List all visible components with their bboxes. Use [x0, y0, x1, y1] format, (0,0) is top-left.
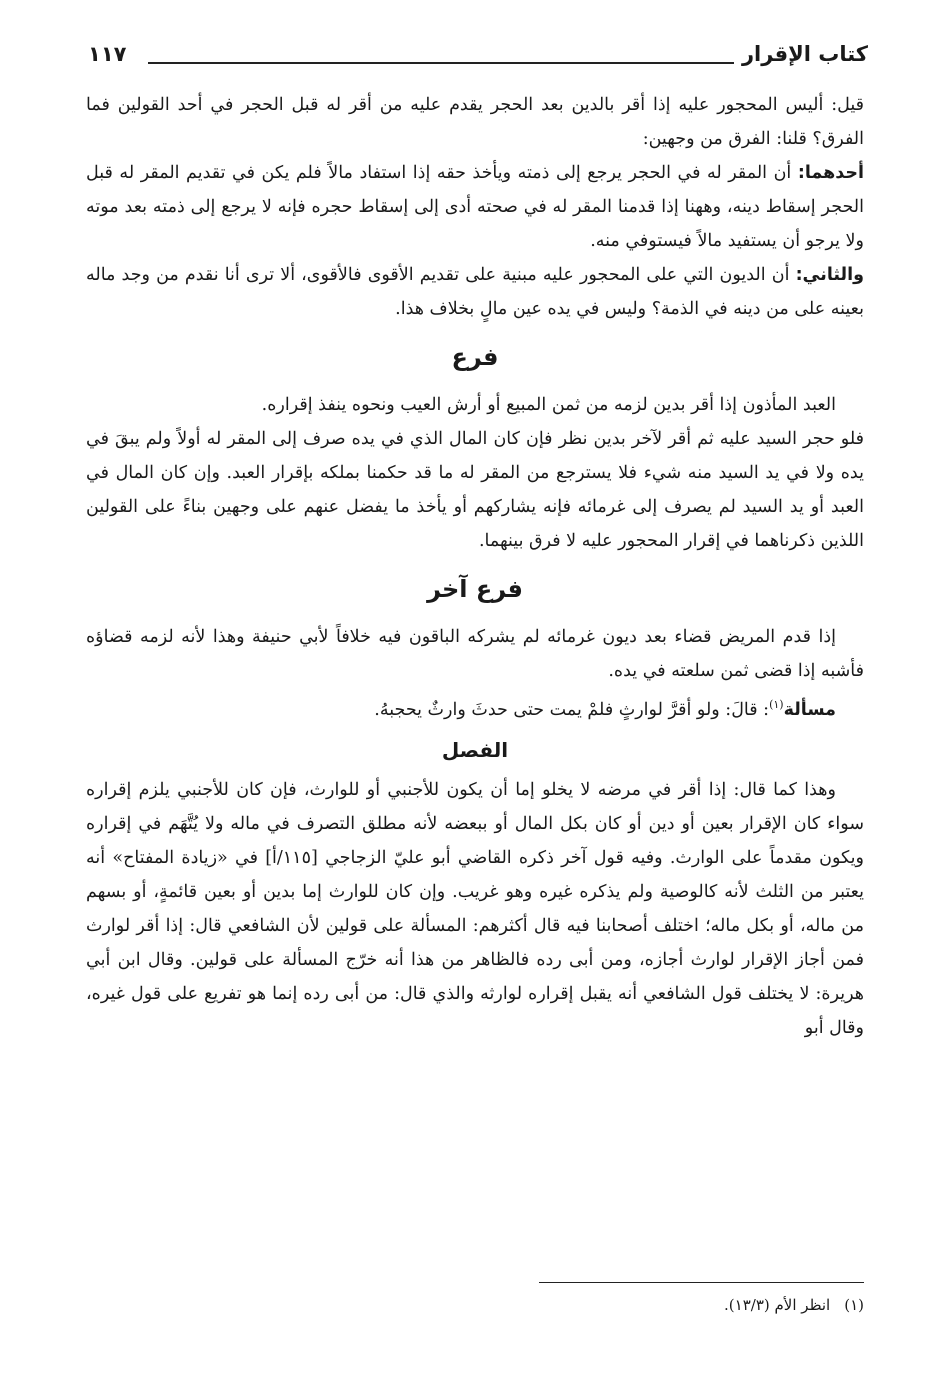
section1-paragraph-2: فلو حجر السيد عليه ثم أقر لآخر بدين نظر فإن كان المال الذي في يده صرف إلى المقر له أولاً ولم يبقَ في يده ولا في يد السيد منه شيء فلا يسترجع من المقر له ما قد حكمنا بملكه بإقرار العبد. وإن كان المال في العبد أو يد السيد لم يصرف إلى غرمائه فإنه يشاركهم أو يأخذ ما يفضل عنهم على وجهين بناءً على القولين اللذين ذكرناهما في إقرار المحجور عليه لا فرق بينهما. — [86, 429, 864, 551]
paragraph-first-reason — [86, 156, 864, 258]
term-first: أحدهما: — [797, 163, 864, 183]
paragraph-second-text: أن الديون التي على المحجور عليه مبنية على تقديم الأقوى فالأقوى، ألا ترى أنا نقدم من وجد ماله بعينه على من دينه في الذمة؟ وليس في يده عين مالٍ بخلاف هذا. — [86, 265, 864, 319]
section-heading-far-akhar: فرع آخر — [427, 575, 523, 603]
section-heading-fasl: الفصل — [441, 737, 509, 762]
paragraph-question: قيل: أليس المحجور عليه إذا أقر بالدين بعد الحجر يقدم عليه من أقر له قبل الحجر في أحد القولين فما الفرق؟ قلنا: الفرق من وجهين: — [86, 95, 864, 149]
paragraph-first-text: أن المقر له في الحجر يرجع إلى ذمته ويأخذ حقه إذا استفاد مالاً فلم يكن في تقديم المقر له قبل الحجر إسقاط دينه، وههنا إذا قدمنا المقر له في صحته أدى إلى إسقاط حجره فإنه لا يرجع إلى ذمته بعد موته ولا يرجو أن يستفيد مالاً فيستوفي منه. — [86, 163, 864, 251]
running-header — [82, 38, 868, 78]
term-second: والثاني: — [795, 265, 864, 285]
section-heading-far: فرع — [451, 343, 499, 371]
masala-term: مسألة — [783, 699, 836, 720]
main-text — [86, 88, 864, 1045]
book-title: كتاب الإقرار — [741, 42, 868, 66]
footnote-number: (١) — [844, 1296, 864, 1314]
section3-paragraph-1: وهذا كما قال: إذا أقر في مرضه لا يخلو إما أن يكون للأجنبي أو للوارث، فإن كان للأجنبي يلزم إقراره سواء كان الإقرار بعين أو دين أو كان بكل المال أو ببعضه لأنه مطلق التصرف في ماله ولا يُتَّهَم في إقراره ويكون مقدماً على الوارث. وفيه قول آخر ذكره القاضي أبو عليّ الزجاجي [١١٥/أ] في «زيادة المفتاح» أنه يعتبر من الثلث لأنه كالوصية ولم يذكره غيره وهو غريب. وإن كان للوارث إما بدين أو بعين قائمةٍ، أو بسهم من ماله، أو بكل ماله؛ اختلف أصحابنا فيه قال أكثرهم: المسألة على قولين لأن الشافعي قال: إذا أقر لوارث فمن أجاز الإقرار لوارث أجازه، ومن أبى رده فالظاهر من هذا أنه خرّج المسألة على قولين. وقال ابن أبي هريرة: لا يختلف قول الشافعي أنه يقبل إقراره لوارثه والذي قال: من أبى رده إنما هو تفريع على قول غيره، وقال أبو — [86, 779, 864, 1038]
header-rule — [148, 62, 734, 64]
masala-text: : قالَ: ولو أقرَّ لوارثٍ فلمْ يمت حتى حدثَ وارثٌ يحجبهُ. — [374, 699, 770, 720]
footnote-rule — [539, 1282, 864, 1283]
footnote-ref: (١) — [769, 698, 784, 711]
footnote — [86, 1296, 864, 1314]
section1-paragraph-1: العبد المأذون إذا أقر بدين لزمه من ثمن المبيع أو أرش العيب ونحوه ينفذ إقراره. — [261, 395, 836, 415]
page-number: ١١٧ — [88, 42, 127, 66]
footnote-text: انظر الأم (١٣/٣). — [724, 1296, 831, 1314]
paragraph-second-reason — [86, 258, 864, 326]
section2-paragraph-1: إذا قدم المريض قضاء بعد ديون غرمائه لم يشركه الباقون فيه خلافاً لأبي حنيفة وهذا لأنه لزمه قضاؤه فأشبه إذا قضى ثمن سلعته في يده. — [86, 627, 864, 681]
masala-paragraph — [86, 688, 864, 727]
